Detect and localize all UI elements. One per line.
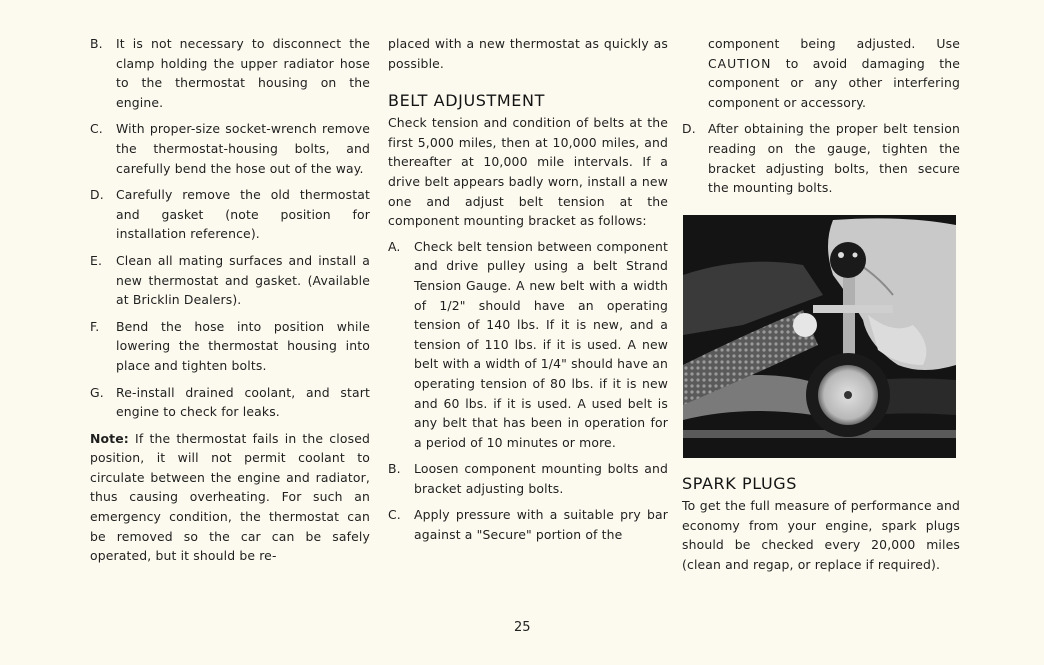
step-letter: D. (90, 187, 104, 203)
page-number: 25 (514, 620, 531, 635)
thermostat-step-c (90, 119, 370, 178)
belt-adjustment-heading: BELT ADJUSTMENT (388, 91, 545, 111)
column-2 (388, 34, 668, 552)
continuation-text: to avoid damaging the component or any other interfering component or accessory. (708, 55, 960, 110)
step-text: Re-install drained coolant, and start engine to check for leaks. (116, 384, 370, 420)
step-text: Carefully remove the old thermostat and gasket (note position for installation reference). (116, 187, 370, 242)
step-text: Clean all mating surfaces and install a new thermostat and gasket. (Available at Bricklin Dealers). (116, 252, 370, 308)
thermostat-note (90, 429, 370, 566)
note-continuation: placed with a new thermostat as quickly as possible. (388, 36, 668, 71)
thermostat-step-e (90, 251, 370, 310)
thermostat-step-d (90, 185, 370, 244)
column-1 (90, 34, 370, 572)
step-letter: C. (90, 121, 103, 137)
step-text: Apply pressure with a suitable pry bar against a "Secure" portion of the (414, 507, 668, 543)
step-text: Bend the hose into position while lowering the thermostat housing into place and tighten bolts. (116, 318, 370, 373)
column-3 (682, 34, 960, 205)
spark-plugs-text: To get the full measure of performance and economy from your engine, spark plugs should be checked every 20,000 miles (clean and regap, or replace if required). (682, 498, 960, 572)
step-text: After obtaining the proper belt tension reading on the gauge, tighten the bracket adjusting bolts, then secure the mounting bolts. (708, 121, 960, 196)
belt-step-c-continuation (682, 34, 960, 112)
belt-step-b (388, 459, 668, 498)
belt-step-c (388, 505, 668, 544)
step-letter: B. (388, 461, 401, 477)
caution-label: CAUTION (708, 55, 772, 71)
spark-plugs-section (682, 474, 960, 580)
belt-step-d (682, 119, 960, 197)
thermostat-step-g (90, 383, 370, 422)
step-text: With proper-size socket-wrench remove the thermostat-housing bolts, and carefully bend the hose out of the way. (116, 121, 370, 176)
step-text: It is not necessary to disconnect the clamp holding the upper radiator hose to the thermostat housing on the engine. (116, 36, 370, 110)
step-letter: F. (90, 318, 100, 334)
belt-step-a (388, 237, 668, 453)
step-letter: B. (90, 36, 103, 51)
belt-tension-gauge-photo (683, 215, 956, 458)
step-letter: G. (90, 384, 104, 400)
spark-plugs-heading: SPARK PLUGS (682, 474, 798, 493)
gauge-photo-illustration (683, 215, 956, 458)
belt-intro: Check tension and condition of belts at the first 5,000 miles, then at 10,000 miles, and thereafter at 10,000 mile intervals. If a drive belt appears badly worn, install a new one and adjust belt tension at the component mounting bracket as follows: (388, 115, 668, 229)
continuation-text: component being adjusted. Use (708, 36, 960, 51)
step-text: Check belt tension between component and drive pulley using a belt Strand Tension Gauge. A new belt with a width of 1/2" should have an operating tension of 140 lbs. If it is new, and a tension of 110 lbs. if it is used. A new belt with a width of 1/4" should have an operating tension of 80 lbs. if it is new and 60 lbs. if it is used. A used belt is any belt that has been in operation for a period of 10 minutes or more. (414, 238, 668, 450)
thermostat-step-f (90, 317, 370, 376)
step-letter: A. (388, 238, 401, 254)
step-text: Loosen component mounting bolts and bracket adjusting bolts. (414, 461, 668, 496)
note-text: If the thermostat fails in the closed position, it will not permit coolant to circulate between the engine and radiator, thus causing overheating. For such an emergency condition, the thermostat can be removed so the car can be safely operated, but it should be re- (90, 430, 370, 564)
note-label: Note: (90, 430, 129, 446)
step-letter: D. (682, 121, 696, 137)
thermostat-step-b (90, 34, 370, 112)
step-letter: E. (90, 252, 103, 268)
step-letter: C. (388, 507, 401, 523)
